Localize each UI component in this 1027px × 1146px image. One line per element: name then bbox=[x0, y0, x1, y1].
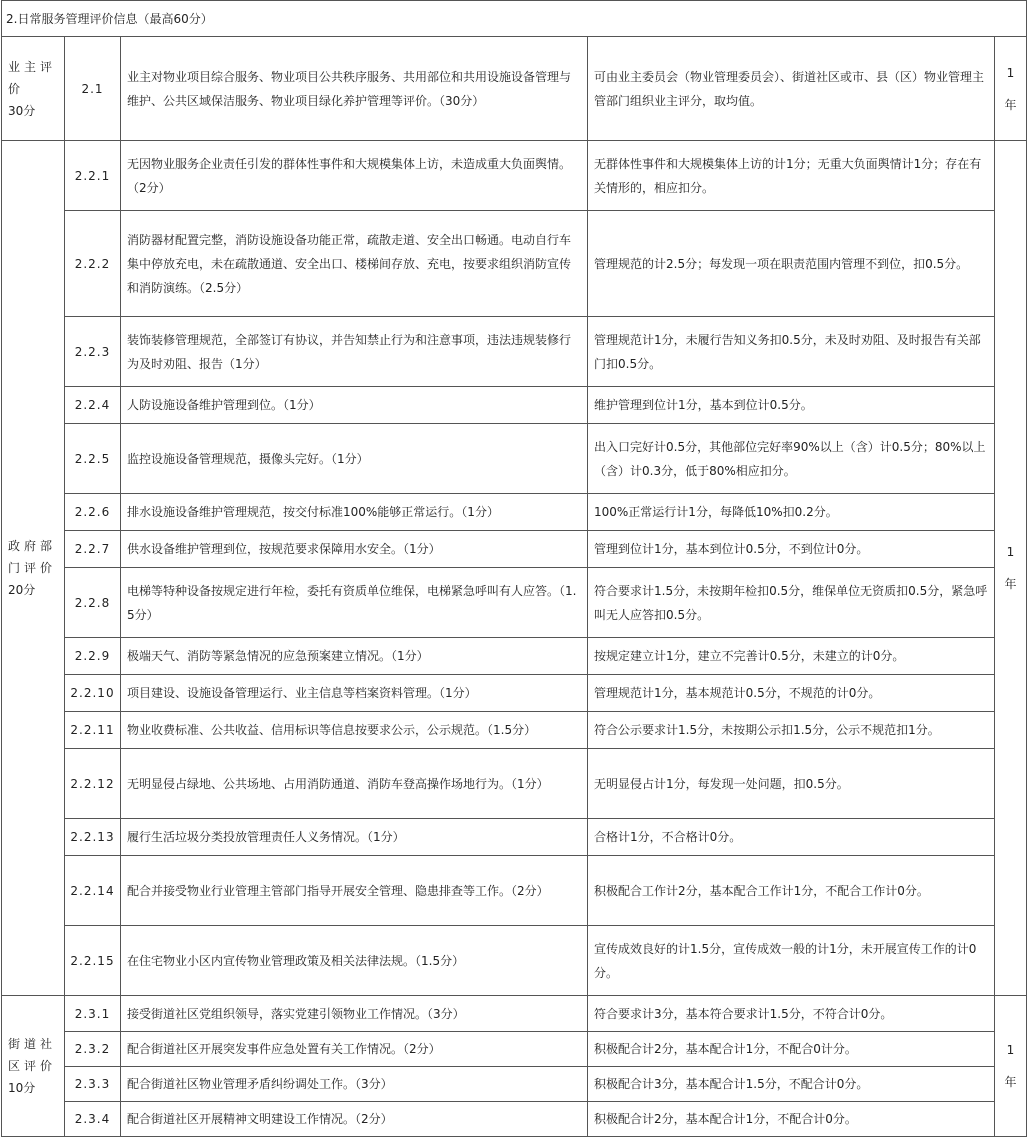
scoring-rule: 积极配合计3分，基本配合计1.5分，不配合计0分。 bbox=[588, 1067, 995, 1102]
period-value: 1 bbox=[1006, 1043, 1015, 1057]
period-cell bbox=[995, 141, 1027, 996]
table-row bbox=[2, 317, 1027, 387]
item-content: 在住宅物业小区内宣传物业管理政策及相关法律法规。（1.5分） bbox=[121, 926, 588, 996]
item-number: 2.2.4 bbox=[65, 387, 121, 424]
item-number: 2.2.7 bbox=[65, 531, 121, 568]
scoring-rule: 符合公示要求计1.5分，未按期公示扣1.5分，公示不规范扣1分。 bbox=[588, 712, 995, 749]
period-unit: 年 bbox=[1004, 1075, 1017, 1089]
item-content: 排水设施设备维护管理规范，按交付标准100%能够正常运行。（1分） bbox=[121, 494, 588, 531]
item-number: 2.2.6 bbox=[65, 494, 121, 531]
item-content: 监控设施设备管理规范，摄像头完好。（1分） bbox=[121, 424, 588, 494]
table-row bbox=[2, 1102, 1027, 1137]
table-row bbox=[2, 568, 1027, 638]
item-number: 2.2.2 bbox=[65, 211, 121, 317]
item-number: 2.3.2 bbox=[65, 1032, 121, 1067]
table-row bbox=[2, 1067, 1027, 1102]
category-line: 街道社 bbox=[8, 1037, 57, 1051]
item-number: 2.2.12 bbox=[65, 749, 121, 819]
scoring-rule: 合格计1分，不合格计0分。 bbox=[588, 819, 995, 856]
scoring-rule: 积极配合计2分，基本配合计1分，不配合计0分。 bbox=[588, 1102, 995, 1137]
item-content: 无因物业服务企业责任引发的群体性事件和大规模集体上访，未造成重大负面舆情。（2分） bbox=[121, 141, 588, 211]
category-line: 10分 bbox=[8, 1081, 36, 1095]
item-number: 2.2.3 bbox=[65, 317, 121, 387]
category-line: 30分 bbox=[8, 103, 36, 118]
table-row bbox=[2, 996, 1027, 1032]
item-content: 装饰装修管理规范，全部签订有协议，并告知禁止行为和注意事项，违法违规装修行为及时劝阻、报告（1分） bbox=[121, 317, 588, 387]
scoring-rule: 管理规范的计2.5分；每发现一项在职责范围内管理不到位，扣0.5分。 bbox=[588, 211, 995, 317]
table-row bbox=[2, 926, 1027, 996]
item-number: 2.2.1 bbox=[65, 141, 121, 211]
table-row bbox=[2, 387, 1027, 424]
item-number: 2.2.9 bbox=[65, 638, 121, 675]
table-row bbox=[2, 494, 1027, 531]
table-row bbox=[2, 638, 1027, 675]
scoring-rule: 无群体性事件和大规模集体上访的计1分；无重大负面舆情计1分；存在有关情形的，相应扣分。 bbox=[588, 141, 995, 211]
scoring-rule: 按规定建立计1分，建立不完善计0.5分，未建立的计0分。 bbox=[588, 638, 995, 675]
category-line: 政府部 bbox=[8, 539, 57, 553]
item-content: 配合街道社区开展精神文明建设工作情况。（2分） bbox=[121, 1102, 588, 1137]
table-row bbox=[2, 211, 1027, 317]
scoring-rule: 100%正常运行计1分，每降低10%扣0.2分。 bbox=[588, 494, 995, 531]
category-cell-owner bbox=[2, 37, 65, 141]
item-content: 履行生活垃圾分类投放管理责任人义务情况。（1分） bbox=[121, 819, 588, 856]
scoring-rule: 管理到位计1分，基本到位计0.5分，不到位计0分。 bbox=[588, 531, 995, 568]
item-content: 业主对物业项目综合服务、物业项目公共秩序服务、共用部位和共用设施设备管理与维护、公共区域保洁服务、物业项目绿化养护管理等评价。（30分） bbox=[121, 37, 588, 141]
scoring-rule: 管理规范计1分，基本规范计0.5分，不规范的计0分。 bbox=[588, 675, 995, 712]
scoring-rule: 维护管理到位计1分，基本到位计0.5分。 bbox=[588, 387, 995, 424]
period-value: 1 bbox=[1006, 545, 1015, 559]
scoring-rule: 宣传成效良好的计1.5分，宣传成效一般的计1分，未开展宣传工作的计0分。 bbox=[588, 926, 995, 996]
item-content: 无明显侵占绿地、公共场地、占用消防通道、消防车登高操作场地行为。（1分） bbox=[121, 749, 588, 819]
table-row bbox=[2, 712, 1027, 749]
item-number: 2.2.14 bbox=[65, 856, 121, 926]
category-line: 20分 bbox=[8, 583, 36, 597]
category-cell-community bbox=[2, 996, 65, 1137]
table-row bbox=[2, 37, 1027, 141]
period-unit: 年 bbox=[1004, 577, 1017, 591]
item-content: 配合街道社区开展突发事件应急处置有关工作情况。（2分） bbox=[121, 1032, 588, 1067]
table-row bbox=[2, 424, 1027, 494]
item-number: 2.2.11 bbox=[65, 712, 121, 749]
item-number: 2.3.3 bbox=[65, 1067, 121, 1102]
item-number: 2.2.13 bbox=[65, 819, 121, 856]
category-line: 区评价 bbox=[8, 1059, 57, 1073]
item-number: 2.3.1 bbox=[65, 996, 121, 1032]
period-cell bbox=[995, 996, 1027, 1137]
item-content: 接受街道社区党组织领导，落实党建引领物业工作情况。（3分） bbox=[121, 996, 588, 1032]
period-unit: 年 bbox=[1004, 97, 1017, 112]
category-line: 门评价 bbox=[8, 561, 57, 575]
table-row bbox=[2, 856, 1027, 926]
scoring-rule: 出入口完好计0.5分，其他部位完好率90%以上（含）计0.5分；80%以上（含）计0.3分，低于80%相应扣分。 bbox=[588, 424, 995, 494]
scoring-rule: 符合要求计1.5分，未按期年检扣0.5分，维保单位无资质扣0.5分，紧急呼叫无人应答扣0.5分。 bbox=[588, 568, 995, 638]
scoring-rule: 可由业主委员会（物业管理委员会）、街道社区或市、县（区）物业管理主管部门组织业主评分，取均值。 bbox=[588, 37, 995, 141]
section-header-row bbox=[2, 1, 1027, 37]
table-row bbox=[2, 675, 1027, 712]
item-content: 极端天气、消防等紧急情况的应急预案建立情况。（1分） bbox=[121, 638, 588, 675]
category-cell-government bbox=[2, 141, 65, 996]
item-number: 2.2.8 bbox=[65, 568, 121, 638]
item-content: 物业收费标准、公共收益、信用标识等信息按要求公示，公示规范。（1.5分） bbox=[121, 712, 588, 749]
item-content: 供水设备维护管理到位，按规范要求保障用水安全。（1分） bbox=[121, 531, 588, 568]
category-line: 价 bbox=[8, 81, 25, 96]
scoring-rule: 积极配合计2分，基本配合计1分，不配合0计分。 bbox=[588, 1032, 995, 1067]
table-row bbox=[2, 531, 1027, 568]
item-number: 2.2.10 bbox=[65, 675, 121, 712]
item-number: 2.2.15 bbox=[65, 926, 121, 996]
evaluation-table bbox=[1, 0, 1027, 1137]
item-number: 2.3.4 bbox=[65, 1102, 121, 1137]
period-value: 1 bbox=[1006, 65, 1015, 80]
category-line: 业主评 bbox=[8, 59, 57, 74]
section-header: 2.日常服务管理评价信息（最高60分） bbox=[2, 1, 1027, 37]
period-cell bbox=[995, 37, 1027, 141]
item-content: 项目建设、设施设备管理运行、业主信息等档案资料管理。（1分） bbox=[121, 675, 588, 712]
scoring-rule: 符合要求计3分，基本符合要求计1.5分，不符合计0分。 bbox=[588, 996, 995, 1032]
table-row bbox=[2, 1032, 1027, 1067]
item-number: 2.2.5 bbox=[65, 424, 121, 494]
scoring-rule: 积极配合工作计2分，基本配合工作计1分，不配合工作计0分。 bbox=[588, 856, 995, 926]
scoring-rule: 无明显侵占计1分，每发现一处问题，扣0.5分。 bbox=[588, 749, 995, 819]
table-row bbox=[2, 141, 1027, 211]
scoring-rule: 管理规范计1分，未履行告知义务扣0.5分，未及时劝阻、及时报告有关部门扣0.5分。 bbox=[588, 317, 995, 387]
item-content: 电梯等特种设备按规定进行年检，委托有资质单位维保，电梯紧急呼叫有人应答。（1.5分） bbox=[121, 568, 588, 638]
item-number: 2.1 bbox=[65, 37, 121, 141]
table-row bbox=[2, 749, 1027, 819]
item-content: 消防器材配置完整，消防设施设备功能正常，疏散走道、安全出口畅通。电动自行车集中停放充电，未在疏散通道、安全出口、楼梯间存放、充电，按要求组织消防宣传和消防演练。（2.5分） bbox=[121, 211, 588, 317]
table-row bbox=[2, 819, 1027, 856]
item-content: 配合并接受物业行业管理主管部门指导开展安全管理、隐患排查等工作。（2分） bbox=[121, 856, 588, 926]
item-content: 人防设施设备维护管理到位。（1分） bbox=[121, 387, 588, 424]
item-content: 配合街道社区物业管理矛盾纠纷调处工作。（3分） bbox=[121, 1067, 588, 1102]
